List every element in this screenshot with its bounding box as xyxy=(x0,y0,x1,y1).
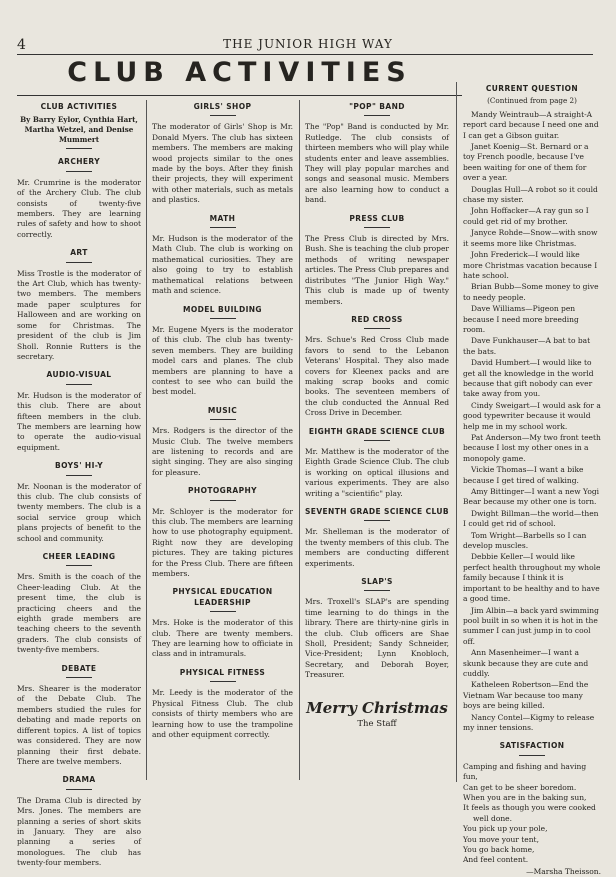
article-heading: EIGHTH GRADE SCIENCE CLUB xyxy=(308,426,446,436)
answer-entry: Debbie Keller—I would like perfect health throughout my whole family because I think it is important to be healthy and to have a good time. xyxy=(463,552,601,604)
answer-entry: Dave Funkhauser—A bat to bat the bats. xyxy=(463,336,591,356)
poem-line: Camping and fishing and having fun, xyxy=(463,761,587,782)
divider xyxy=(66,677,92,678)
answer-entry: Janet Koenig—St. Bernard or a toy French poodle, because I've been waiting for one of them for over a year. xyxy=(463,142,589,183)
divider xyxy=(210,419,236,420)
article-heading: RED CROSS xyxy=(351,314,403,324)
answer-entry: Katheleen Robertson—End the Vietnam War because too many boys are being killed. xyxy=(463,680,589,711)
article-heading: DEBATE xyxy=(61,663,97,673)
poem-line: You go back home, xyxy=(463,845,535,855)
answer-entry: Brian Bubb—Some money to give to needy people. xyxy=(463,282,599,302)
article-text: Mrs. Shearer is the moderator of the Debate Club. The members studied the rules for debating and made reports on different topics. A list of topics was considered. They are now planning their first debate. There are twelve members. xyxy=(17,684,141,766)
divider xyxy=(210,318,236,319)
answer-entry: Mandy Weintraub—A straight-A report card because I need one and I can get a Gibson guitar. xyxy=(463,109,599,140)
column-3 xyxy=(305,100,449,785)
article-heading: GIRLS' SHOP xyxy=(193,102,252,111)
poem-line: When you are in the baking sun, xyxy=(463,793,587,802)
greeting: Merry Christmas xyxy=(306,698,448,717)
article-text: Mrs. Troxell's SLAP's are spending time learning to do things in the library. There are thirty-nine girls in the club. Club officers are Shae Sholl, President; Sandy Schneider, Vice-President; Lynn Knobloch, Secretary, and Deborah Boyer, Treasurer. xyxy=(305,597,449,680)
poem-line: You move your tent, xyxy=(463,834,539,844)
divider xyxy=(66,384,92,385)
article-heading: SEVENTH GRADE SCIENCE CLUB xyxy=(305,507,449,516)
article-heading: BOYS' HI-Y xyxy=(54,461,104,471)
divider xyxy=(66,262,92,263)
answer-entry: Vickie Thomas—I want a bike because I get tired of walking. xyxy=(463,465,584,485)
article-heading: MODEL BUILDING xyxy=(182,304,262,314)
answer-entry: Jim Albin—a back yard swimming pool built in so when it is hot in the summer I can just jump in to cool off. xyxy=(463,605,599,646)
greeting-signature: The Staff xyxy=(357,719,397,730)
answer-entry: David Humbert—I would like to get all the knowledge in the world because that gift nobody can ever take away from you. xyxy=(463,358,594,399)
poem-line: You pick up your pole, xyxy=(463,824,548,834)
article-heading: SLAP'S xyxy=(361,577,393,587)
page-title: CLUB ACTIVITIES xyxy=(67,57,412,88)
answer-entry: John Frederick—I would like more Christmas vacation because I hate school. xyxy=(463,250,598,280)
title-rule xyxy=(17,95,462,96)
article-text: The "Pop" Band is conducted by Mr. Rutledge. The club consists of thirteen members who will play while students enter and leave assemblies. They will play popular marches and songs and seasonal music. Members are also learning how to conduct a band. xyxy=(305,122,449,205)
answer-entry: John Hoffacker—A ray gun so I could get rid of my brother. xyxy=(463,206,589,226)
article-heading: AUDIO-VISUAL xyxy=(46,370,112,380)
divider xyxy=(364,520,390,521)
article-heading: PHOTOGRAPHY xyxy=(188,486,257,496)
poem-line: It feels as though you were cooked xyxy=(463,803,596,813)
article-heading: "POP" BAND xyxy=(349,102,405,111)
divider xyxy=(66,171,92,172)
article-text: Miss Trostle is the moderator of the Art Club, which has twenty-two members. The members made paper sculptures for Halloween and are working on some for Christmas. The president of the club is Jim Sholl. Ronnie Rutters is the secretary. xyxy=(17,268,141,361)
divider xyxy=(364,227,390,228)
poem-title: SATISFACTION xyxy=(499,741,565,751)
article-heading: MUSIC xyxy=(207,405,238,415)
article-text: Mrs. Smith is the coach of the Cheer-leading Club. At the present time, the club is practicing cheers and the eighth grade members are teaching cheers to the seventh graders. The club consists of twenty-five members. xyxy=(17,572,141,655)
article-heading: CHEER LEADING xyxy=(42,552,116,561)
article-heading: CLUB ACTIVITIES xyxy=(40,102,118,111)
answer-entry: Cindy Sweigart—I would ask for a good typewriter because it would help me in my school work. xyxy=(463,400,601,431)
answer-entry: Pat Anderson—My two front teeth because I lost my other ones in a monopoly game. xyxy=(463,433,601,463)
article-text: Mrs. Schue's Red Cross Club made favors to send to the Lebanon Veterans' Hospital. They also made covers for Kleenex packs and are making scrap books and comic books. The seventeen members of the club conducted the Annual Red Cross Drive in December. xyxy=(305,335,449,418)
divider xyxy=(66,789,92,790)
column-divider xyxy=(299,100,300,780)
divider xyxy=(210,611,236,612)
article-heading: PRESS CLUB xyxy=(349,213,405,223)
answer-entry: Dwight Billman—the world—then I could get rid of school. xyxy=(463,508,599,529)
divider xyxy=(364,590,390,591)
article-text: Mrs. Rodgers is the director of the Music Club. The twelve members are listening to records and are sight singing. They are also singing for pleasure. xyxy=(152,426,293,477)
byline: By Barry Eylor, Cynthia Hart, Martha Wetzel, and Denise Mummert xyxy=(20,115,138,145)
article-heading: PHYSICAL EDUCATION LEADERSHIP xyxy=(172,587,273,607)
article-heading: MATH xyxy=(209,213,236,223)
divider xyxy=(364,328,390,329)
poem-line: Can get to be sheer boredom. xyxy=(463,782,577,792)
divider xyxy=(210,115,236,116)
answer-entry: Janyce Rohde—Snow—with snow it seems more like Christmas. xyxy=(463,228,598,248)
answer-entry: Dave Williams—Pigeon pen because I need more breeding room. xyxy=(463,304,579,334)
answer-entry: Douglas Hull—A robot so it could chase my sister. xyxy=(463,184,598,205)
column-2 xyxy=(152,100,293,785)
poem-author: —Marsha Theisson. xyxy=(526,866,601,876)
article-text: Mr. Matthew is the moderator of the Eighth Grade Science Club. The club is working on optical illusions and various experiments. They are also writing a "scientific" play. xyxy=(305,446,449,498)
article-text: Mr. Schloyer is the moderator for this club. The members are learning how to use photography equipment. Right now they are developing pictures. They are taking pictures for the Press Club. There are fifteen members. xyxy=(152,506,293,579)
article-text: Mr. Hudson is the moderator of the Math Club. The club is working on mathematical curiosities. They are also going to try to establish mathematical relations between math and science. xyxy=(152,234,293,296)
article-text: Mr. Shelleman is the moderator of the twenty members of this club. The members are conducting different experiments. xyxy=(305,527,449,568)
article-text: The moderator of Girls' Shop is Mr. Donald Myers. The club has sixteen members. The members are making wood projects similar to the ones made by the boys. After they finish their projects, they will experiment with other materials, such as metals and plastics. xyxy=(152,122,293,205)
article-heading: PHYSICAL FITNESS xyxy=(179,667,266,677)
answer-entry: Nancy Contel—Kigmy to release my inner tensions. xyxy=(463,712,595,732)
divider xyxy=(66,475,92,476)
answer-entry: Amy Bittinger—I want a new Yogi Bear because my other one is torn. xyxy=(463,487,600,507)
article-heading: ART xyxy=(70,248,88,258)
column-divider xyxy=(456,82,457,782)
article-text: Mr. Noonan is the moderator of this club. The club consists of twenty members. The club is a social service group which plans projects of benefit to the school and community. xyxy=(17,481,141,543)
article-heading: DRAMA xyxy=(62,775,96,785)
running-head: THE JUNIOR HIGH WAY xyxy=(223,37,393,51)
page-number: 4 xyxy=(17,37,26,53)
divider xyxy=(519,755,545,756)
divider xyxy=(364,440,390,441)
column-1 xyxy=(17,100,141,868)
top-rule xyxy=(17,54,593,55)
poem-line: And feel content. xyxy=(463,855,529,865)
column-4 xyxy=(463,82,601,876)
poem-line: well done. xyxy=(473,813,513,823)
column-divider xyxy=(146,100,147,780)
article-text: Mr. Eugene Myers is the moderator of this club. The club has twenty-seven members. They are building model cars and planes. The club members are planning to have a contest to see who can build the best model. xyxy=(152,324,293,397)
divider xyxy=(210,681,236,682)
article-heading: ARCHERY xyxy=(57,157,101,167)
answer-entry: Tom Wright—Barbells so I can develop muscles. xyxy=(463,530,587,551)
continued-note: (Continued from page 2) xyxy=(487,96,577,106)
divider xyxy=(364,115,390,116)
article-text: Mr. Hudson is the moderator of this club. There are about fifteen members in the club. The members are learning how to operate the audio-visual equipment. xyxy=(17,390,141,452)
article-text: Mrs. Hoke is the moderator of this club. There are twenty members. They are learning how to officiate in class and in intramurals. xyxy=(152,618,293,659)
divider xyxy=(210,500,236,501)
article-text: The Press Club is directed by Mrs. Bush. She is teaching the club proper methods of writing newspaper articles. The Press Club prepares and distributes "The Junior High Way." This club is made up of twenty members. xyxy=(305,234,449,306)
article-text: Mr. Crumrine is the moderator of the Archery Club. The club consists of twenty-five members. They are learning rules of safety and how to shoot correctly. xyxy=(17,177,141,239)
divider xyxy=(210,227,236,228)
article-text: The Drama Club is directed by Mrs. Jones. The members are planning a series of short skits in January. They are also planning a series of monologues. The club has twenty-four members. xyxy=(17,795,141,868)
article-heading: CURRENT QUESTION xyxy=(485,84,579,93)
divider xyxy=(66,565,92,566)
divider xyxy=(66,148,92,149)
answer-entry: Ann Masenheimer—I want a skunk because they are cute and cuddly. xyxy=(463,648,589,678)
article-text: Mr. Leedy is the moderator of the Physical Fitness Club. The club consists of thirty members who are learning how to use the trampoline and other equipment correctly. xyxy=(152,688,293,739)
